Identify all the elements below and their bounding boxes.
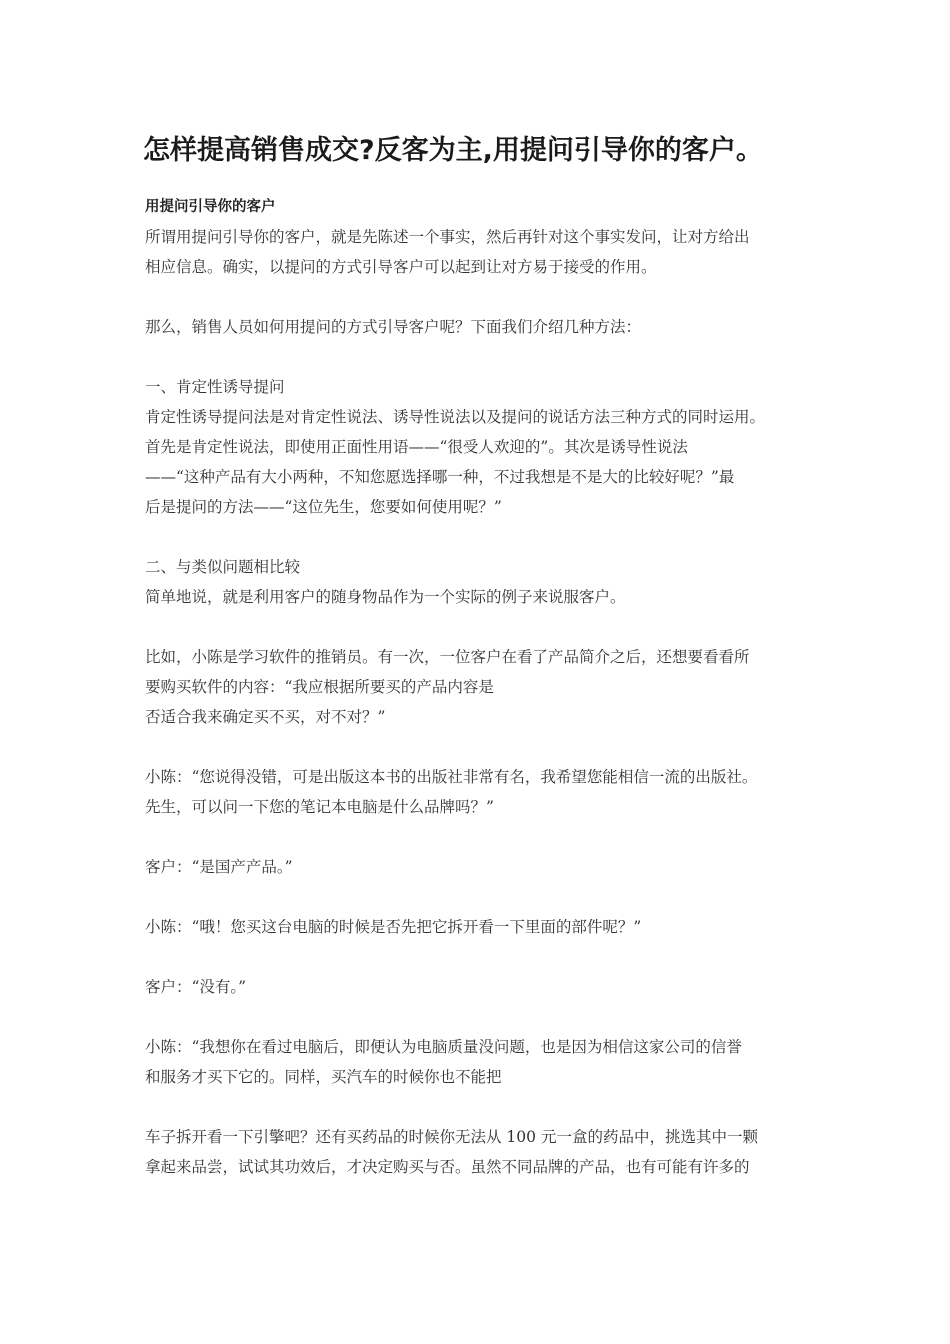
paragraph-line: 肯定性诱导提问法是对肯定性说法、诱导性说法以及提问的说话方法三种方式的同时运用。 <box>145 408 766 426</box>
paragraph-line: 客户：“是国产产品。” <box>145 858 293 876</box>
article-title: 怎样提高销售成交?反客为主,用提问引导你的客户。 <box>143 135 763 166</box>
paragraph-line: 所谓用提问引导你的客户，就是先陈述一个事实，然后再针对这个事实发问，让对方给出 <box>145 228 750 246</box>
paragraph-line: 和服务才买下它的。同样，买汽车的时候你也不能把 <box>145 1068 502 1086</box>
blank-line <box>145 942 810 972</box>
paragraph-line: 否适合我来确定买不买，对不对？” <box>145 708 386 726</box>
blank-line <box>145 1092 810 1122</box>
blank-line <box>145 612 810 642</box>
paragraph-line: 先生，可以问一下您的笔记本电脑是什么品牌吗？” <box>145 798 494 816</box>
paragraph-line: 小陈：“您说得没错，可是出版这本书的出版社非常有名，我希望您能相信一流的出版社。 <box>145 768 758 786</box>
paragraph-line: 车子拆开看一下引擎吧？还有买药品的时候你无法从 100 元一盒的药品中，挑选其中一颗 <box>145 1128 758 1146</box>
blank-line <box>145 822 810 852</box>
blank-line <box>145 282 810 312</box>
paragraph-line: 首先是肯定性说法，即使用正面性用语——“很受人欢迎的”。其次是诱导性说法 <box>145 438 688 456</box>
paragraph-line: 要购买软件的内容：“我应根据所要买的产品内容是 <box>145 678 494 696</box>
document-page <box>145 128 810 1182</box>
paragraph-line: 拿起来品尝，试试其功效后，才决定购买与否。虽然不同品牌的产品，也有可能有许多的 <box>145 1158 750 1176</box>
blank-line <box>145 1002 810 1032</box>
paragraph-line: 小陈：“我想你在看过电脑后，即便认为电脑质量没问题，也是因为相信这家公司的信誉 <box>145 1038 742 1056</box>
article-subtitle: 用提问引导你的客户 <box>145 199 276 215</box>
paragraph-line: 小陈：“哦！您买这台电脑的时候是否先把它拆开看一下里面的部件呢？” <box>145 918 642 936</box>
blank-line <box>145 732 810 762</box>
paragraph-line: 客户：“没有。” <box>145 978 247 996</box>
paragraph-line: ——“这种产品有大小两种，不知您愿选择哪一种，不过我想是不是大的比较好呢？”最 <box>145 468 735 486</box>
paragraph-line: 二、与类似问题相比较 <box>145 558 301 576</box>
blank-line <box>145 882 810 912</box>
paragraph-line: 比如，小陈是学习软件的推销员。有一次，一位客户在看了产品简介之后，还想要看看所 <box>145 648 750 666</box>
paragraph-line: 相应信息。确实，以提问的方式引导客户可以起到让对方易于接受的作用。 <box>145 258 657 276</box>
paragraph-line: 那么，销售人员如何用提问的方式引导客户呢？下面我们介绍几种方法： <box>145 318 642 336</box>
blank-line <box>145 522 810 552</box>
blank-line <box>145 342 810 372</box>
paragraph-line: 简单地说，就是利用客户的随身物品作为一个实际的例子来说服客户。 <box>145 588 626 606</box>
article-body <box>145 222 810 1182</box>
paragraph-line: 后是提问的方法——“这位先生，您要如何使用呢？” <box>145 498 502 516</box>
paragraph-line: 一、肯定性诱导提问 <box>145 378 285 396</box>
